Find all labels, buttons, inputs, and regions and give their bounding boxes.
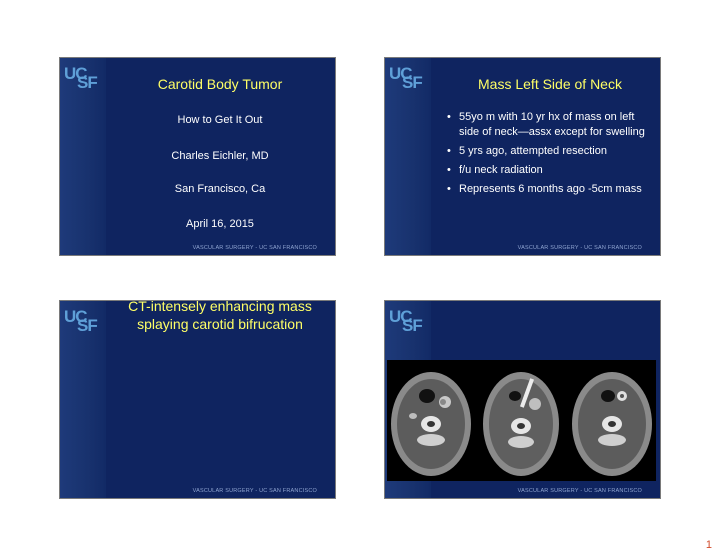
- slide-footer: VASCULAR SURGERY - UC SAN FRANCISCO: [517, 488, 642, 494]
- slide-4: [384, 300, 661, 499]
- slide-1: [59, 57, 336, 256]
- ct-scan-image-2: [477, 360, 565, 481]
- slide-footer: VASCULAR SURGERY - UC SAN FRANCISCO: [192, 488, 317, 494]
- bullet-item: • 5 yrs ago, attempted resection: [447, 144, 652, 159]
- ucsf-logo: UC SF: [389, 64, 422, 92]
- author: Charles Eichler, MD: [171, 150, 269, 162]
- bullet-item: • Represents 6 months ago -5cm mass: [447, 182, 652, 197]
- subtitle: How to Get It Out: [177, 114, 263, 126]
- ucsf-logo: UC SF: [389, 307, 422, 335]
- ucsf-logo: UC SF: [64, 307, 97, 335]
- ucsf-logo: UC SF: [64, 64, 97, 92]
- bullet-item: • 55yo m with 10 yr hx of mass on left side of neck—assx except for swelling: [447, 110, 652, 140]
- ct-scan-image-3: [568, 360, 656, 481]
- bullet-list: [447, 110, 652, 201]
- bullet-item: • f/u neck radiation: [447, 163, 652, 178]
- slide-footer: VASCULAR SURGERY - UC SAN FRANCISCO: [517, 245, 642, 251]
- slide-2: [384, 57, 661, 256]
- ct-scan-images: [387, 360, 656, 481]
- location: San Francisco, Ca: [174, 183, 266, 195]
- date: April 16, 2015: [186, 218, 254, 230]
- page-number: 1: [705, 539, 712, 551]
- slide-footer: VASCULAR SURGERY - UC SAN FRANCISCO: [192, 245, 317, 251]
- slide-title: Mass Left Side of Neck: [478, 76, 622, 92]
- slide-title: CT-intensely enhancing mass splaying carotid bifrucation: [128, 300, 312, 332]
- slide-title: Carotid Body Tumor: [157, 76, 283, 92]
- slide-3: [59, 300, 336, 499]
- ct-scan-image-1: [387, 360, 475, 481]
